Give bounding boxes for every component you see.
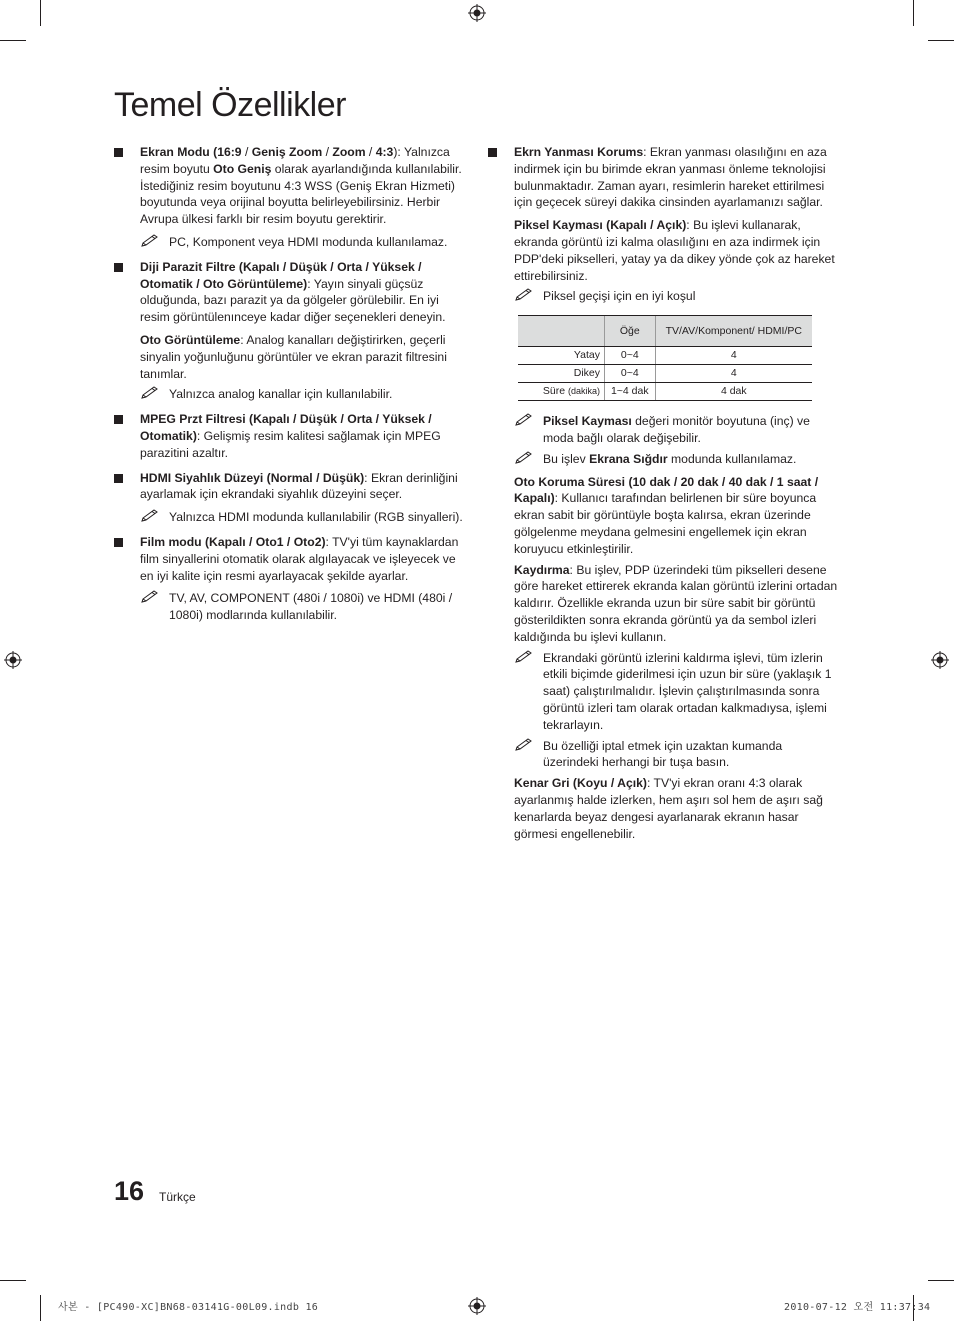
item-heading: MPEG Przt Filtresi (Kapalı / Düşük / Orta / Yüksek / Otomatik) [140,412,432,443]
table-cell: 4 [655,347,812,365]
sub-paragraph-kenar-gri [488,775,840,842]
row-label: Süre [542,385,566,398]
pencil-note-icon [514,288,534,302]
row-label: Yatay [573,349,600,362]
separator: / [322,145,333,159]
item-heading: 4:3 [375,145,394,159]
item-heading: Zoom [332,145,366,159]
list-item-diji-parazit [114,259,466,326]
note [140,386,466,403]
pencil-note-icon [140,234,160,248]
note [140,590,466,624]
table-cell: 4 [655,365,812,383]
page-number: 16 [114,1176,145,1206]
crop-mark [0,1280,26,1281]
crop-mark [928,1280,954,1281]
note-text: modunda kullanılamaz. [667,451,797,466]
crop-mark [913,0,914,26]
item-text: : Yayın sinyali güçsüz olduğunda, bazı parazit ya da gölgeler görülebilir. En iyi resim görüntülenınceye kadar diğer seçenekleri deneyin. [140,276,446,325]
note-text: Bu işlev [543,451,590,466]
sub-text: : Kullanıcı tarafından belirlenen bir süre boyunca ekran sabit bir görüntüyle boşta kalırsa, ekran üzerinde gölgelenme meydana gelmesini engellemek için ekran koruyucu etkinleştirilir. [514,491,817,556]
left-column [114,144,466,628]
table-cell: 0~4 [605,365,656,383]
right-column [488,144,840,846]
print-slug-timestamp: 2010-07-12 오전 11:37:34 [784,1302,931,1313]
note-text: Yalnızca HDMI modunda kullanılabilir (RGB sinyalleri). [169,510,463,525]
crop-mark [40,1295,41,1321]
crop-mark [928,40,954,41]
page-language: Türkçe [159,1190,196,1204]
sub-heading: Kenar Gri (Koyu / Açık) [514,776,647,791]
note-text: PC, Komponent veya HDMI modunda kullanılamaz. [169,234,448,249]
bullet-square-icon [114,415,123,424]
bullet-square-icon [114,148,123,157]
item-heading: Ekran Modu (16:9 [140,145,242,159]
list-item-hdmi [114,470,466,504]
item-text: : Ekran derinliğini ayarlamak için ekrandaki siyahlık düzeyini seçer. [140,470,458,502]
crop-mark [0,40,26,41]
item-text: olarak ayarlandığında kullanılabilir. İstediğiniz resim boyutunu 4:3 WSS (Geniş Ekran Hizmeti) boyutunda veya orijinal boyutta belirleyebilirsiniz. Herbir Avrupa ülkesi farklı bir resim boyutu gerektirir. [140,161,462,227]
table-row [518,365,812,383]
note-text: Bu özelliği iptal etmek için uzaktan kumanda üzerindeki herhangi bir tuşa basın. [543,738,783,770]
registration-mark-icon [931,651,949,669]
list-item-ekrn-yanmasi [488,144,840,211]
pencil-note-icon [140,509,160,523]
table-cell [518,383,605,401]
separator: / [365,145,376,159]
sub-heading: Oto Koruma Süresi (10 dak / 20 dak / 40 dak / 1 saat / Kapalı) [514,474,819,506]
table-cell: 4 dak [655,383,812,401]
item-text: : Gelişmiş resim kalitesi sağlamak için MPEG parazitini azaltır. [140,428,441,460]
sub-text: : Bu işlevi kullanarak, ekranda görüntü izi kalma olasılığını en aza indirmek için PDP'deki pikselleri, yatay ya da dikey yönde çok az hareket ettirebilirsiniz. [514,218,835,283]
item-text: ): Yalnızca resim boyutu [140,145,450,176]
registration-mark-icon [468,4,486,22]
note [140,509,466,526]
sub-text: : Analog kanalları değiştirirken, geçerli sinyalin yoğunluğunu görüntüler ve ekran parazit filtresini tanımlar. [140,332,447,381]
list-item-film-modu [114,534,466,584]
note-text: Piksel geçişi için en iyi koşul [543,289,696,304]
row-label-unit: (dakika) [567,386,600,397]
pencil-note-icon [140,386,160,400]
note-text: Yalnızca analog kanallar için kullanılabilir. [169,387,393,402]
item-heading: Diji Parazit Filtre (Kapalı / Düşük / Orta / Yüksek / Otomatik / Oto Görüntüleme) [140,259,422,291]
crop-mark [40,0,41,26]
pencil-note-icon [514,451,534,465]
separator: / [241,145,252,159]
page-title: Temel Özellikler [114,86,346,124]
note-text: TV, AV, COMPONENT (480i / 1080i) ve HDMI (480i / 1080i) modlarında kullanılabilir. [169,591,453,623]
sub-heading: Kaydırma [514,562,570,577]
note [514,288,840,305]
sub-paragraph [114,332,466,382]
sub-paragraph-piksel [488,217,840,284]
note [140,234,466,251]
sub-heading: Oto Görüntüleme [140,332,241,347]
item-bold-term: Oto Geniş [213,161,272,176]
sub-text: : TV'yi ekran oranı 4:3 olarak ayarlanmış halde izlerken, hem aşırı sol hem de aşırı sağ kenarlarda beyaz dengesi ayarlanarak ekranın hasar görmesi engellenebilir. [514,776,823,841]
list-item-mpeg [114,411,466,461]
table-header-cell: Öğe [605,316,656,347]
sub-paragraph-oto-koruma [488,474,840,558]
pencil-note-icon [514,650,534,664]
bullet-square-icon [114,474,123,483]
table-header-cell: TV/AV/Komponent/ HDMI/PC [655,316,812,347]
table-header-cell [518,316,605,347]
item-heading: Film modu (Kapalı / Oto1 / Oto2) [140,534,326,549]
note [514,738,840,772]
bullet-square-icon [114,538,123,547]
registration-mark-icon [4,651,22,669]
bullet-square-icon [488,148,497,157]
item-text: : Ekran yanması olasılığını en aza indirmek için bu birimde ekran yanması önleme teknolojisi bulunmaktadır. Zaman ayarı, resimlerin hareket ettirilmesi için geçecek süreyi dakika cinsinden ayarlamanızı sağlar. [514,145,827,210]
sub-paragraph-kaydirma [488,562,840,646]
note [514,650,840,734]
note-bold-term: Ekrana Sığdır [589,451,668,466]
registration-mark-icon [468,1297,486,1315]
pixel-shift-table [518,315,812,401]
note [514,451,840,468]
table-row [518,383,812,401]
sub-heading: Piksel Kayması (Kapalı / Açık) [514,218,687,233]
row-label: Dikey [573,367,600,380]
note [514,413,840,447]
note-text: Ekrandaki görüntü izlerini kaldırma işlevi, tüm izlerin etkili biçimde giderilmesi için uzun bir süre (yaklaşık 1 saat) çalıştırılmalıdır. İşlevin çalıştırılmasında sonra görüntü izleri tam olarak ortadan kalkmadıysa, işlemi tekrarlayın. [543,650,832,732]
print-slug-file: 사본 - [PC490-XC]BN68-03141G-00L09.indb 16 [58,1302,319,1313]
note-text: değeri monitör boyutuna (inç) ve moda bağlı olarak değişebilir. [543,414,810,445]
item-heading: Geniş Zoom [251,145,323,159]
pencil-note-icon [514,738,534,752]
note-bold-term: Piksel Kayması [543,414,632,429]
pencil-note-icon [514,413,534,427]
table-cell [518,347,605,365]
table-row [518,347,812,365]
table-cell: 0~4 [605,347,656,365]
table-cell [518,365,605,383]
sub-text: : Bu işlev, PDP üzerindeki tüm pikselleri desene göre hareket ettirerek ekranda kalan görüntü izlerini ortadan kaldırır. Özellikle ekranda uzun bir süre sabit bir görüntü gösterildikten sonra ekranda görüntü ya da sembol izleri kaldığında bu işlevi kullanın. [514,562,838,644]
item-heading: HDMI Siyahlık Düzeyi (Normal / Düşük) [140,470,365,485]
table-cell: 1~4 dak [605,383,656,401]
pencil-note-icon [140,590,160,604]
item-text: : TV'yi tüm kaynaklardan film sinyallerini otomatik olarak algılayacak ve işleyecek ve en iyi kalite için resmi ayarlayacak şekilde ayarlar. [140,534,459,583]
table-header-row [518,316,812,347]
list-item-ekran-modu [114,144,466,228]
bullet-square-icon [114,263,123,272]
item-heading: Ekrn Yanması Korums [514,145,644,159]
